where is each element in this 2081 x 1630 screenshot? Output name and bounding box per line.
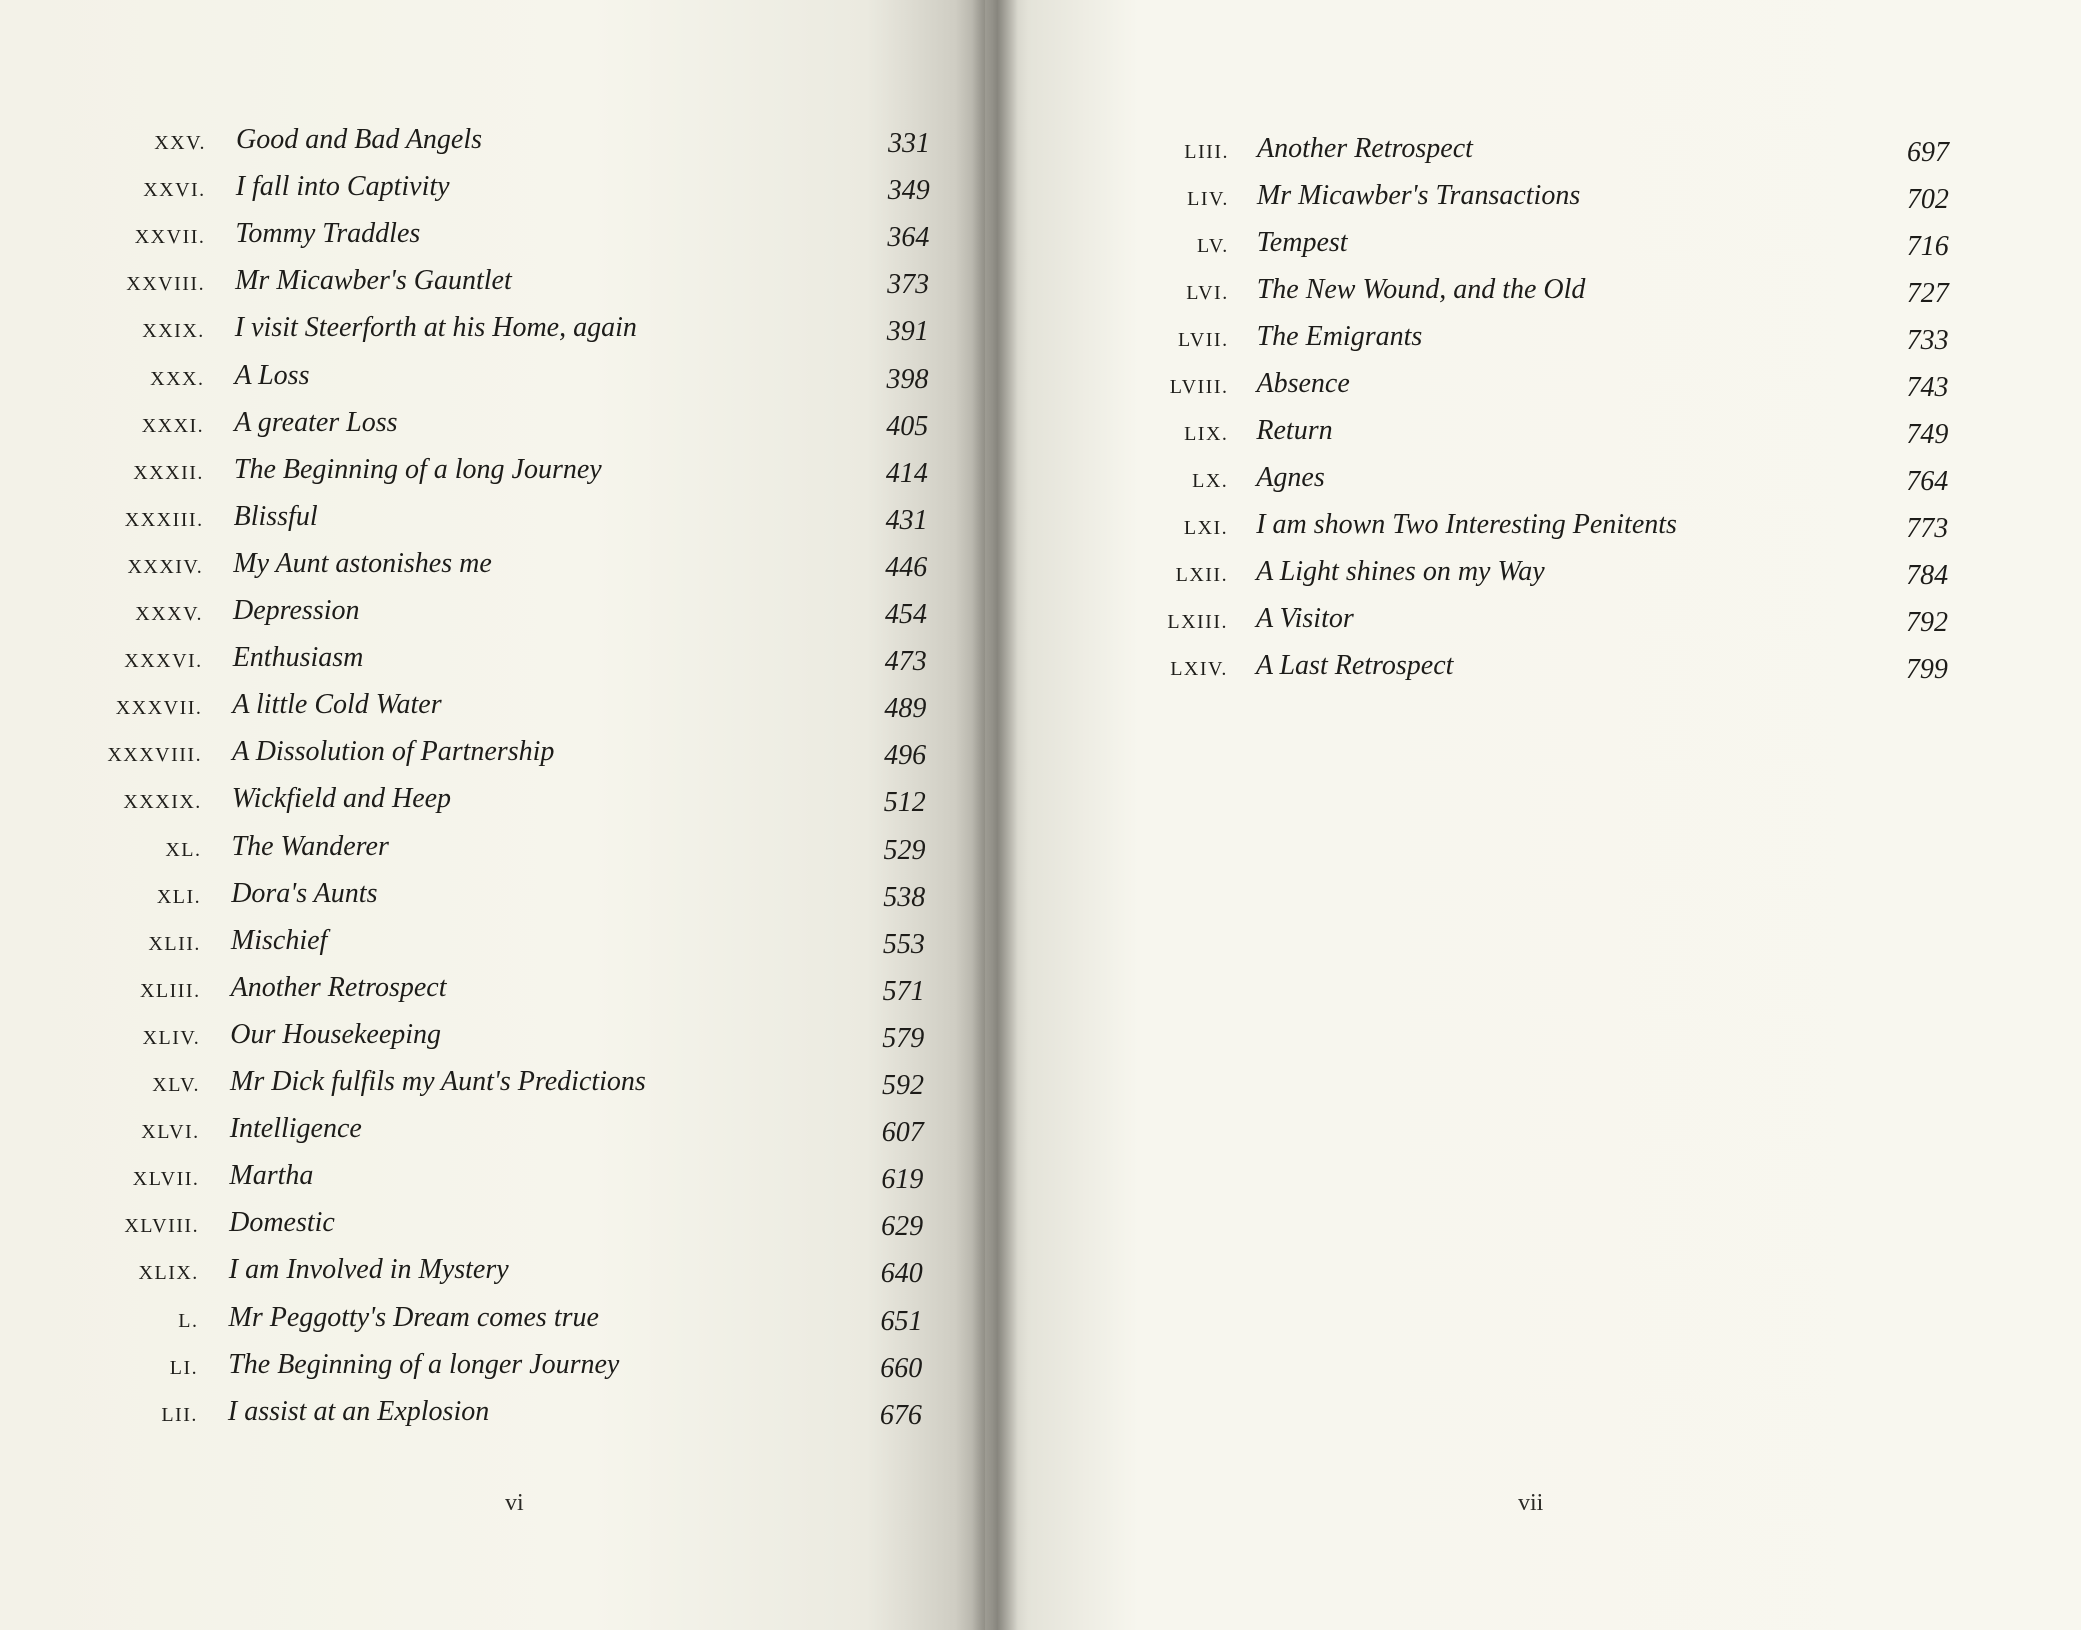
chapter-number: XLII. (148, 932, 201, 955)
chapter-title: I assist at an Explosion (227, 1395, 490, 1427)
chapter-number: LI. (169, 1356, 199, 1379)
chapter-page: 799 (1905, 654, 1948, 685)
chapter-title: Intelligence (229, 1113, 362, 1145)
toc-entry (0, 360, 985, 404)
chapter-page: 651 (880, 1305, 923, 1337)
toc-entry (0, 124, 985, 168)
chapter-title: Our Housekeeping (230, 1018, 442, 1050)
chapter-page: 414 (885, 457, 928, 489)
chapter-page: 538 (883, 881, 926, 913)
chapter-number: LII. (161, 1403, 198, 1426)
chapter-page: 773 (1906, 513, 1949, 544)
chapter-number: XL. (165, 838, 202, 861)
chapter-title: Mr Micawber's Gauntlet (235, 265, 512, 297)
chapter-page: 373 (887, 269, 930, 301)
chapter-page: 676 (879, 1399, 922, 1431)
chapter-title: The Wanderer (231, 830, 389, 862)
page-number-left: vi (505, 1490, 524, 1516)
chapter-number: XXVI. (143, 179, 206, 202)
chapter-page: 391 (886, 316, 929, 348)
chapter-page: 489 (884, 693, 927, 725)
chapter-title: A Dissolution of Partnership (232, 736, 555, 768)
chapter-number: XLIX. (138, 1262, 199, 1285)
chapter-page: 727 (1906, 278, 1949, 309)
chapter-title: Mr Peggotty's Dream comes true (228, 1301, 599, 1333)
chapter-page: 349 (887, 175, 930, 207)
chapter-number: XXXIII. (124, 508, 204, 531)
toc-entry (0, 454, 985, 498)
chapter-number: LXII. (1175, 564, 1229, 586)
chapter-title: A Light shines on my Way (1256, 556, 1545, 587)
chapter-page: 512 (883, 787, 926, 819)
chapter-title: Wickfield and Heep (231, 783, 452, 815)
toc-entry (0, 783, 985, 827)
chapter-number: LIII. (1184, 141, 1229, 163)
chapter-number: XLVI. (141, 1121, 200, 1144)
chapter-page: 640 (880, 1258, 923, 1290)
toc-entry (0, 265, 985, 309)
toc-entry (985, 227, 2081, 271)
toc-entry (985, 133, 2081, 177)
book-gutter (972, 0, 1018, 1630)
toc-entry (0, 972, 985, 1016)
chapter-number: XLIII. (139, 979, 201, 1002)
chapter-page: 473 (884, 646, 927, 678)
right-page (985, 0, 2081, 1630)
chapter-title: The Emigrants (1256, 321, 1423, 352)
chapter-number: LIX. (1184, 423, 1229, 445)
chapter-page: 697 (1907, 137, 1949, 168)
chapter-number: XXXVIII. (107, 744, 203, 767)
toc-entry (0, 1160, 985, 1204)
chapter-page: 702 (1906, 184, 1949, 215)
chapter-title: A Last Retrospect (1255, 650, 1454, 681)
chapter-page: 398 (886, 363, 929, 395)
chapter-page: 405 (886, 410, 929, 442)
chapter-title: Domestic (229, 1207, 335, 1239)
toc-entry (0, 548, 985, 592)
chapter-page: 579 (882, 1022, 925, 1054)
page-number-right: vii (1518, 1490, 1544, 1516)
chapter-page: 431 (885, 504, 928, 536)
chapter-title: Mischief (230, 924, 328, 956)
chapter-number: XXVIII. (126, 273, 206, 296)
chapter-number: L. (178, 1309, 199, 1332)
chapter-title: A Visitor (1256, 603, 1354, 634)
chapter-page: 749 (1906, 419, 1949, 450)
toc-entry (985, 368, 2081, 412)
chapter-number: LX. (1192, 470, 1229, 492)
chapter-number: LV. (1197, 235, 1229, 257)
chapter-page: 764 (1906, 466, 1949, 497)
chapter-number: LVII. (1177, 329, 1229, 351)
chapter-page: 364 (887, 222, 930, 254)
chapter-number: XXXI. (141, 414, 205, 437)
toc-entry (0, 1113, 985, 1157)
chapter-page: 660 (880, 1352, 923, 1384)
chapter-page: 619 (881, 1164, 924, 1196)
chapter-page: 792 (1906, 607, 1948, 638)
left-page (0, 0, 985, 1630)
chapter-number: LXI. (1183, 517, 1229, 539)
toc-entry (0, 1302, 985, 1346)
chapter-title: Absence (1256, 368, 1350, 399)
toc-entry (0, 595, 985, 639)
toc-entry (985, 603, 2081, 647)
chapter-title: Mr Micawber's Transactions (1256, 180, 1581, 211)
toc-entry (985, 321, 2081, 365)
chapter-number: XLVII. (132, 1168, 200, 1191)
chapter-title: Blissful (233, 500, 318, 532)
toc-entry (0, 831, 985, 875)
toc-entry (0, 642, 985, 686)
chapter-title: Another Retrospect (230, 971, 447, 1003)
chapter-page: 454 (885, 599, 927, 630)
chapter-page: 784 (1906, 560, 1949, 591)
chapter-page: 743 (1906, 372, 1949, 403)
chapter-page: 496 (884, 740, 927, 772)
chapter-number: XXXIX. (123, 791, 202, 814)
chapter-number: XXXV. (135, 603, 203, 625)
chapter-number: LIV. (1187, 188, 1229, 210)
chapter-number: XXXVII. (115, 697, 203, 720)
chapter-title: Enthusiasm (232, 642, 364, 674)
toc-entry (0, 407, 985, 451)
chapter-number: LVI. (1186, 282, 1229, 304)
toc-entry (985, 462, 2081, 506)
toc-entry (0, 218, 985, 262)
chapter-page: 716 (1906, 231, 1949, 262)
chapter-title: Martha (229, 1160, 314, 1192)
chapter-title: I visit Steerforth at his Home, again (234, 312, 637, 344)
toc-entry (0, 171, 985, 215)
chapter-title: The Beginning of a longer Journey (228, 1348, 620, 1380)
toc-entry (0, 1254, 985, 1298)
chapter-title: I am shown Two Interesting Penitents (1256, 509, 1677, 540)
toc-entry (985, 650, 2081, 694)
chapter-number: XLI. (156, 885, 202, 908)
chapter-title: Good and Bad Angels (236, 124, 483, 155)
chapter-number: LVIII. (1169, 376, 1229, 398)
chapter-page: 571 (882, 975, 925, 1007)
chapter-page: 331 (888, 128, 930, 159)
chapter-title: Another Retrospect (1257, 133, 1473, 164)
toc-entry (985, 556, 2081, 600)
toc-entry (0, 1019, 985, 1063)
toc-entry (0, 1396, 985, 1440)
toc-entry (0, 1066, 985, 1110)
chapter-title: The Beginning of a long Journey (233, 453, 602, 485)
chapter-title: Tempest (1256, 227, 1348, 258)
chapter-title: Dora's Aunts (231, 877, 378, 909)
chapter-title: A little Cold Water (232, 689, 442, 721)
toc-entry (0, 925, 985, 969)
chapter-number: XXIX. (142, 320, 205, 343)
toc-entry (0, 1207, 985, 1251)
toc-entry (0, 312, 985, 356)
toc-entry (0, 689, 985, 733)
chapter-number: XXX. (150, 367, 205, 390)
chapter-number: XLV. (152, 1074, 200, 1096)
chapter-number: LXIII. (1167, 611, 1228, 633)
chapter-title: Mr Dick fulfils my Aunt's Predictions (230, 1066, 646, 1097)
toc-entry (0, 736, 985, 780)
chapter-title: Depression (233, 595, 360, 626)
chapter-number: XXXVI. (124, 650, 203, 673)
chapter-title: I fall into Captivity (235, 171, 450, 203)
chapter-number: LXIV. (1170, 658, 1228, 680)
chapter-number: XXV. (154, 132, 206, 154)
chapter-number: XXVII. (134, 226, 206, 249)
chapter-page: 733 (1906, 325, 1949, 356)
chapter-title: A Loss (234, 359, 310, 391)
toc-entry (985, 274, 2081, 318)
chapter-number: XLVIII. (124, 1215, 200, 1238)
toc-entry (0, 878, 985, 922)
toc-entry (985, 180, 2081, 224)
chapter-title: Tommy Traddles (235, 218, 421, 250)
chapter-title: Agnes (1256, 462, 1325, 493)
chapter-title: The New Wound, and the Old (1256, 274, 1586, 305)
chapter-title: A greater Loss (234, 406, 398, 438)
toc-entry (985, 415, 2081, 459)
chapter-number: XLIV. (142, 1026, 201, 1049)
toc-entry (985, 509, 2081, 553)
chapter-title: I am Involved in Mystery (228, 1254, 509, 1286)
toc-entry (0, 1349, 985, 1393)
chapter-number: XXXII. (133, 461, 204, 484)
toc-entry (0, 501, 985, 545)
chapter-page: 607 (881, 1117, 924, 1149)
chapter-title: My Aunt astonishes me (233, 547, 492, 579)
chapter-page: 553 (882, 928, 925, 960)
chapter-page: 446 (885, 551, 928, 583)
chapter-page: 529 (883, 834, 926, 866)
chapter-page: 629 (881, 1211, 924, 1243)
chapter-page: 592 (882, 1070, 924, 1101)
chapter-number: XXXIV. (127, 555, 204, 578)
chapter-title: Return (1256, 415, 1333, 446)
